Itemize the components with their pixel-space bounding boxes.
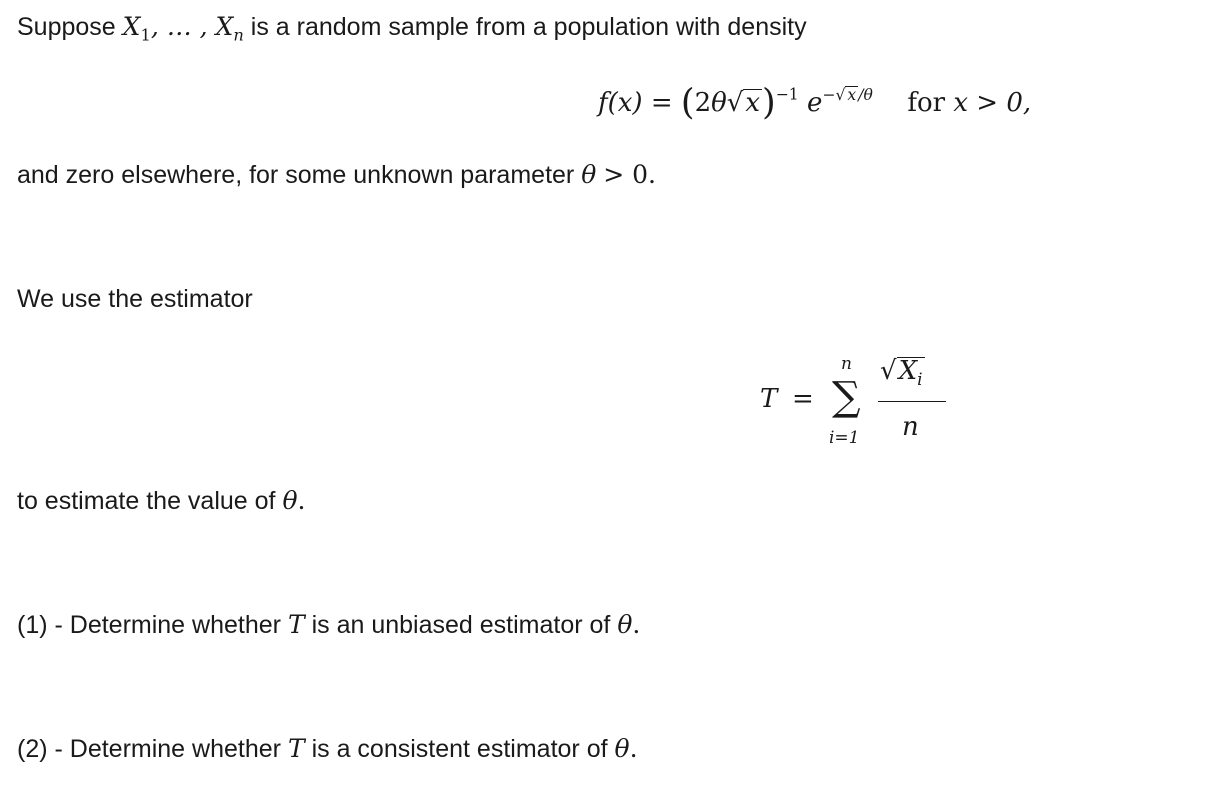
intro-word: Suppose (17, 13, 116, 41)
estimator-intro: We use the estimator (17, 285, 253, 313)
estimator-formula (760, 350, 960, 460)
question-1-prefix: (1) - Determine whether (17, 611, 281, 639)
density-lhs: f(x) (598, 88, 643, 119)
density-formula: $f(x) = (2\theta√x)^{-1}$ $e^{-√ x /\theta}$ for x > 0, (598, 82, 1032, 123)
fraction-denominator: n (902, 412, 919, 442)
question-2-prefix: (2) - Determine whether (17, 735, 281, 763)
elsewhere-text: and zero elsewhere, for some unknown parameter (17, 161, 575, 189)
fraction-bar (878, 401, 946, 402)
close-paren: ) (762, 82, 776, 123)
question-2: (2) - Determine whether T is a consistent estimator of θ. (17, 734, 638, 763)
density-equals: = (650, 88, 673, 119)
question-1-suffix: is an unbiased estimator of (311, 611, 611, 639)
density-condition: x > 0, (953, 88, 1032, 119)
estimate-line: to estimate the value of θ. (17, 486, 306, 515)
question-1: (1) - Determine whether T is an unbiased estimator of θ. (17, 610, 641, 639)
estimator-equals: = (792, 384, 814, 414)
estimator-lhs: T (760, 384, 778, 414)
open-paren: ( (680, 82, 695, 123)
elsewhere-line: and zero elsewhere, for some unknown parameter θ > 0. (17, 160, 656, 189)
sum-upper: n (841, 354, 852, 374)
question-2-suffix: is a consistent estimator of (311, 735, 608, 763)
sum-symbol: ∑ (832, 374, 861, 420)
intro-line (17, 12, 807, 45)
sum-lower: i=1 (829, 428, 860, 448)
estimate-text: to estimate the value of (17, 487, 276, 515)
sample-variables: $X_1$, … , $X_n$ (122, 12, 244, 45)
density-for: for (907, 88, 946, 119)
intro-tail: is a random sample from a population with density (250, 13, 807, 41)
fraction-numerator: $√X_i$ (880, 356, 923, 389)
